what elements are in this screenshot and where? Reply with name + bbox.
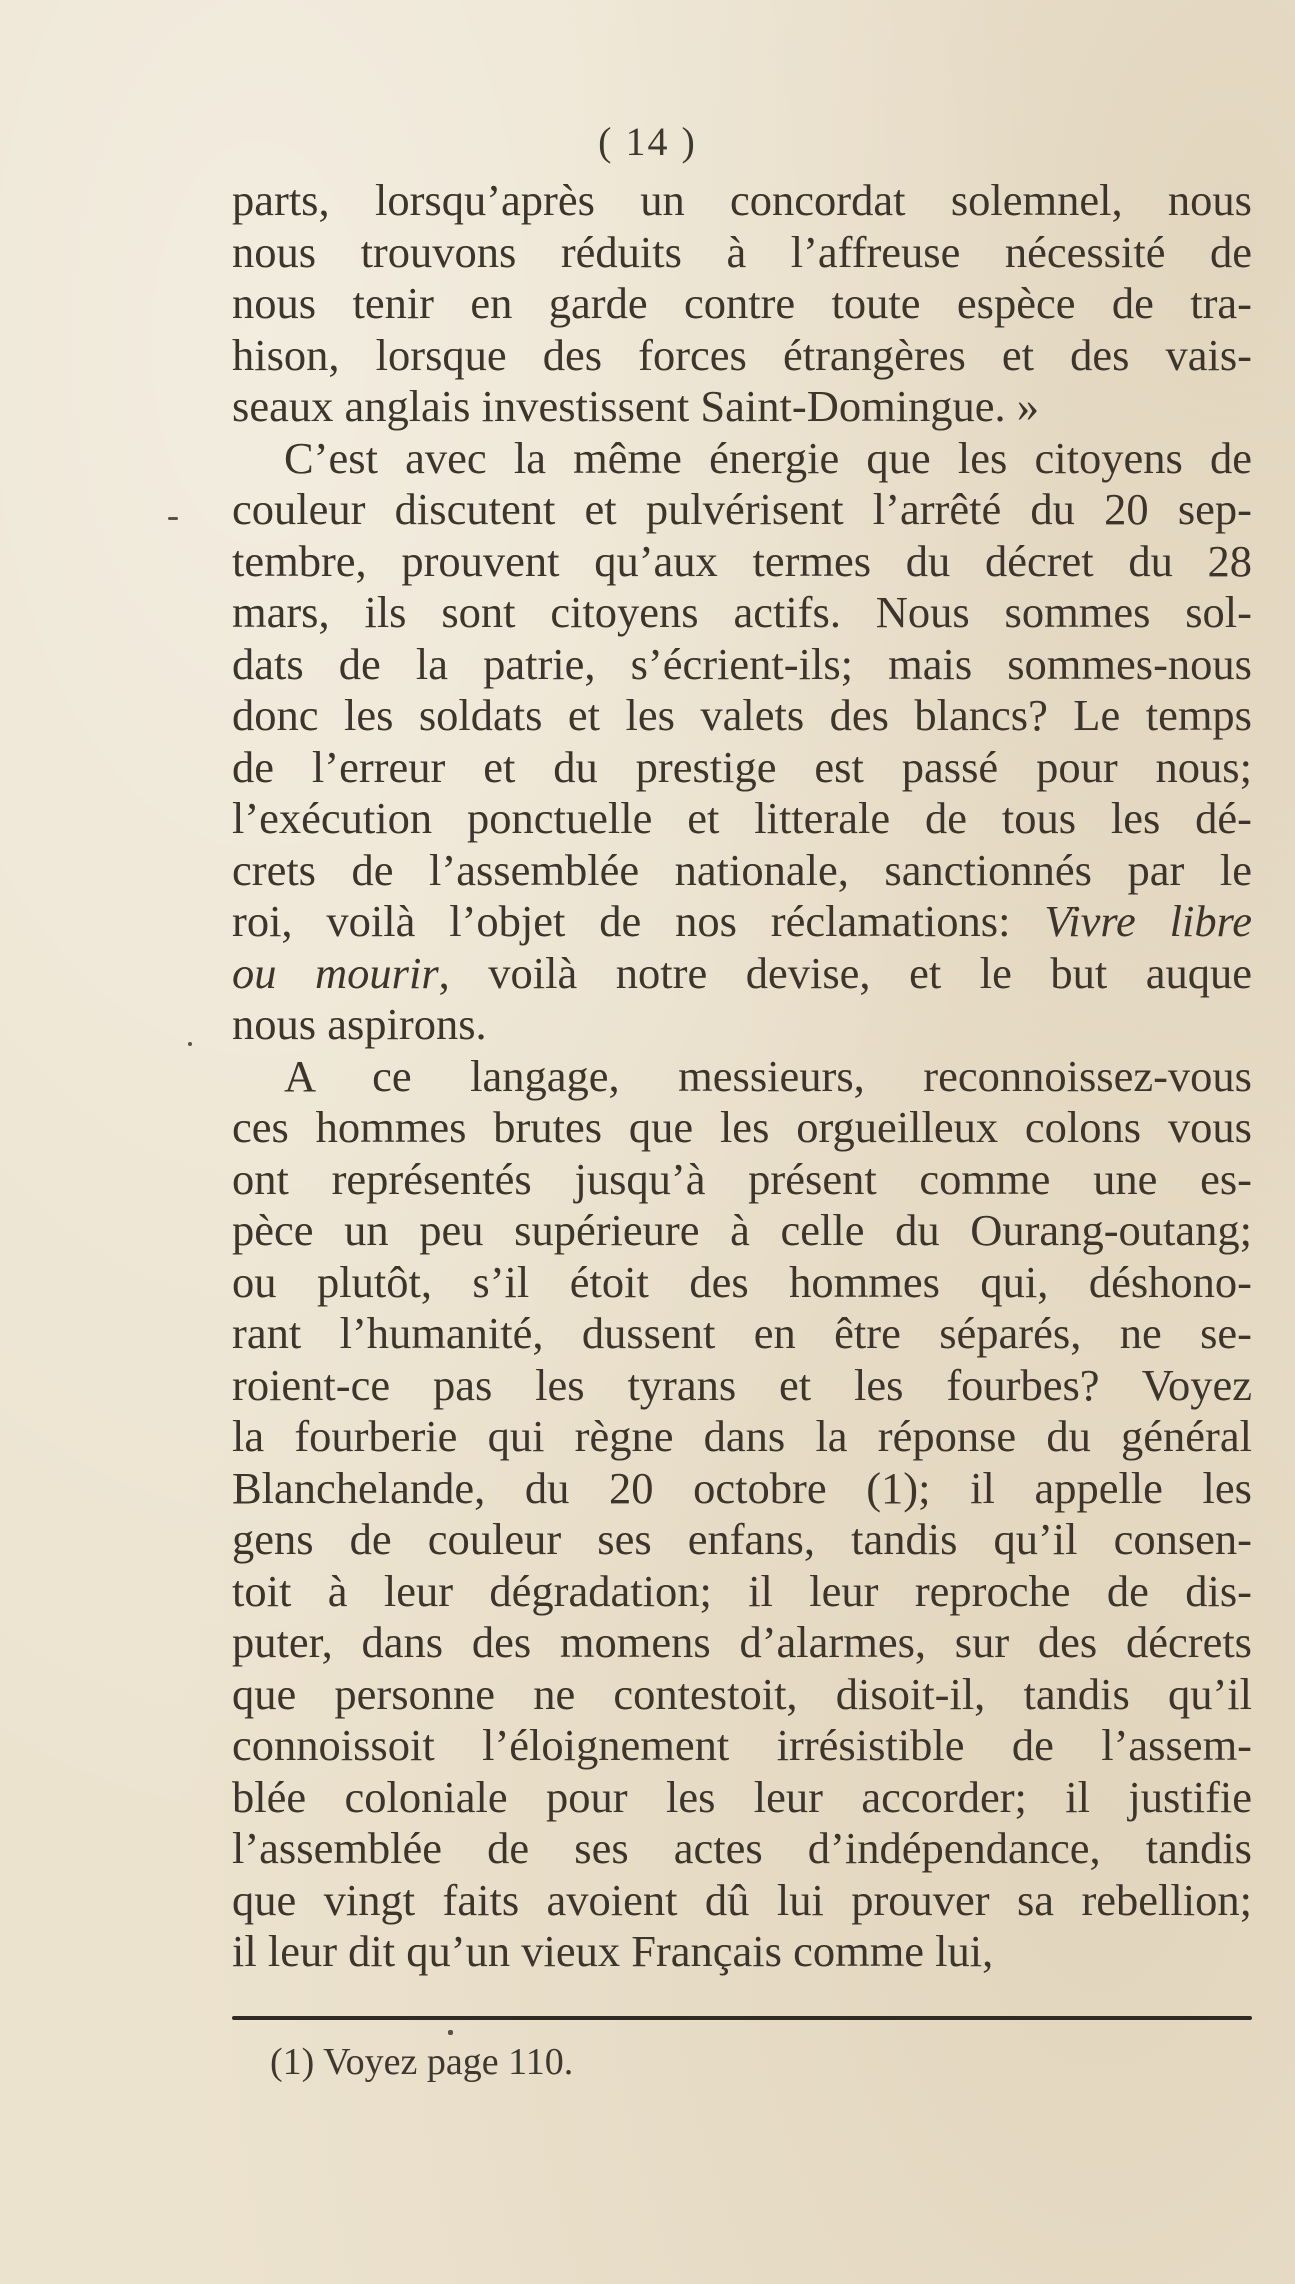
- text-segment: nous trouvons réduits à l’affreuse nécessité de: [232, 226, 1252, 277]
- text-line: [232, 330, 1252, 382]
- text-segment: gens de couleur ses enfans, tandis qu’il consen-: [232, 1514, 1252, 1564]
- text-segment: roi, voilà l’objet de nos réclamations:: [232, 896, 1045, 946]
- text-segment: parts, lorsqu’après un concordat solemnel, nous: [232, 175, 1252, 225]
- text-segment: A ce langage, messieurs, reconnoissez-vous: [284, 1050, 1252, 1101]
- text-line: [232, 1051, 1252, 1103]
- text-segment: rant l’humanité, dussent en être séparés, ne se-: [232, 1308, 1252, 1358]
- text-line: [232, 381, 1252, 433]
- page-number: ( 14 ): [598, 119, 697, 164]
- text-segment: l’exécution ponctuelle et litterale de tous les dé-: [232, 793, 1252, 843]
- text-line: [232, 175, 1252, 227]
- margin-mark: [188, 1042, 192, 1046]
- text-line: [232, 1514, 1252, 1566]
- text-line: [232, 587, 1252, 639]
- text-line: [232, 227, 1252, 279]
- footnote: (1) Voyez page 110.: [270, 2040, 574, 2083]
- text-segment: dats de la patrie, s’écrient-ils; mais sommes-nous: [232, 638, 1252, 689]
- text-line: [232, 845, 1252, 897]
- text-segment: connoissoit l’éloignement irrésistible de l’assem-: [232, 1720, 1252, 1770]
- text-segment: nous aspirons.: [232, 999, 487, 1049]
- text-line: [232, 639, 1252, 691]
- text-line: [232, 1566, 1252, 1618]
- text-segment: tembre, prouvent qu’aux termes du décret du 28: [232, 535, 1252, 586]
- text-line: [232, 1102, 1252, 1154]
- text-segment: mars, ils sont citoyens actifs. Nous sommes sol-: [232, 587, 1252, 637]
- footnote-rule: [232, 2016, 1252, 2020]
- text-segment: toit à leur dégradation; il leur reproche de dis-: [232, 1565, 1252, 1616]
- text-line: [232, 742, 1252, 794]
- text-line: [232, 793, 1252, 845]
- text-line: [232, 1823, 1252, 1875]
- text-segment: Blanchelande, du 20 octobre (1); il appelle les: [232, 1462, 1252, 1513]
- text-line: [232, 1772, 1252, 1824]
- text-line: [232, 1308, 1252, 1360]
- text-line: [232, 278, 1252, 330]
- text-line: [232, 536, 1252, 588]
- text-segment: nous tenir en garde contre toute espèce de tra-: [232, 278, 1252, 328]
- text-segment: blée coloniale pour les leur accorder; il justifie: [232, 1771, 1252, 1822]
- text-segment: il leur dit qu’un vieux Français comme lui,: [232, 1926, 994, 1976]
- text-line: [232, 1463, 1252, 1515]
- text-segment: roient-ce pas les tyrans et les fourbes? Voyez: [232, 1359, 1252, 1410]
- text-line: [232, 433, 1252, 485]
- text-segment: ou plutôt, s’il étoit des hommes qui, déshono-: [232, 1256, 1252, 1307]
- italic-text: ou mourir: [232, 947, 439, 998]
- text-segment: ont représentés jusqu’à présent comme une es-: [232, 1153, 1252, 1204]
- text-line: [232, 1411, 1252, 1463]
- paper-speck: [448, 2030, 453, 2035]
- text-segment: donc les soldats et les valets des blancs? Le temps: [232, 690, 1252, 740]
- text-segment: , voilà notre devise, et le but auque: [438, 947, 1252, 998]
- text-segment: couleur discutent et pulvérisent l’arrêté du 20 sep-: [232, 484, 1252, 534]
- text-line: [232, 1154, 1252, 1206]
- text-segment: que vingt faits avoient dû lui prouver sa rebellion;: [232, 1874, 1252, 1925]
- margin-mark: [168, 517, 178, 520]
- text-segment: crets de l’assemblée nationale, sanctionnés par le: [232, 844, 1252, 895]
- text-segment: que personne ne contestoit, disoit-il, tandis qu’il: [232, 1668, 1252, 1719]
- text-line: [232, 1360, 1252, 1412]
- text-line: [232, 1720, 1252, 1772]
- text-segment: pèce un peu supérieure à celle du Ourang-outang;: [232, 1205, 1252, 1255]
- text-line: [232, 896, 1252, 948]
- italic-text: Vivre libre: [1044, 896, 1252, 946]
- text-segment: l’assemblée de ses actes d’indépendance, tandis: [232, 1823, 1252, 1873]
- body-text: [232, 175, 1252, 1978]
- text-line: [232, 1926, 1252, 1978]
- text-line: [232, 1205, 1252, 1257]
- text-segment: hison, lorsque des forces étrangères et des vais-: [232, 329, 1252, 380]
- text-line: [232, 948, 1252, 1000]
- text-segment: puter, dans des momens d’alarmes, sur des décrets: [232, 1617, 1252, 1667]
- text-line: [232, 1257, 1252, 1309]
- text-segment: seaux anglais investissent Saint-Domingue. »: [232, 381, 1040, 431]
- text-segment: C’est avec la même énergie que les citoyens de: [284, 432, 1252, 483]
- text-segment: de l’erreur et du prestige est passé pour nous;: [232, 741, 1252, 792]
- text-segment: la fourberie qui règne dans la réponse du général: [232, 1411, 1252, 1461]
- text-line: [232, 484, 1252, 536]
- text-line: [232, 690, 1252, 742]
- text-segment: ces hommes brutes que les orgueilleux colons vous: [232, 1102, 1252, 1152]
- text-line: [232, 1617, 1252, 1669]
- text-line: [232, 999, 1252, 1051]
- text-line: [232, 1669, 1252, 1721]
- text-line: [232, 1875, 1252, 1927]
